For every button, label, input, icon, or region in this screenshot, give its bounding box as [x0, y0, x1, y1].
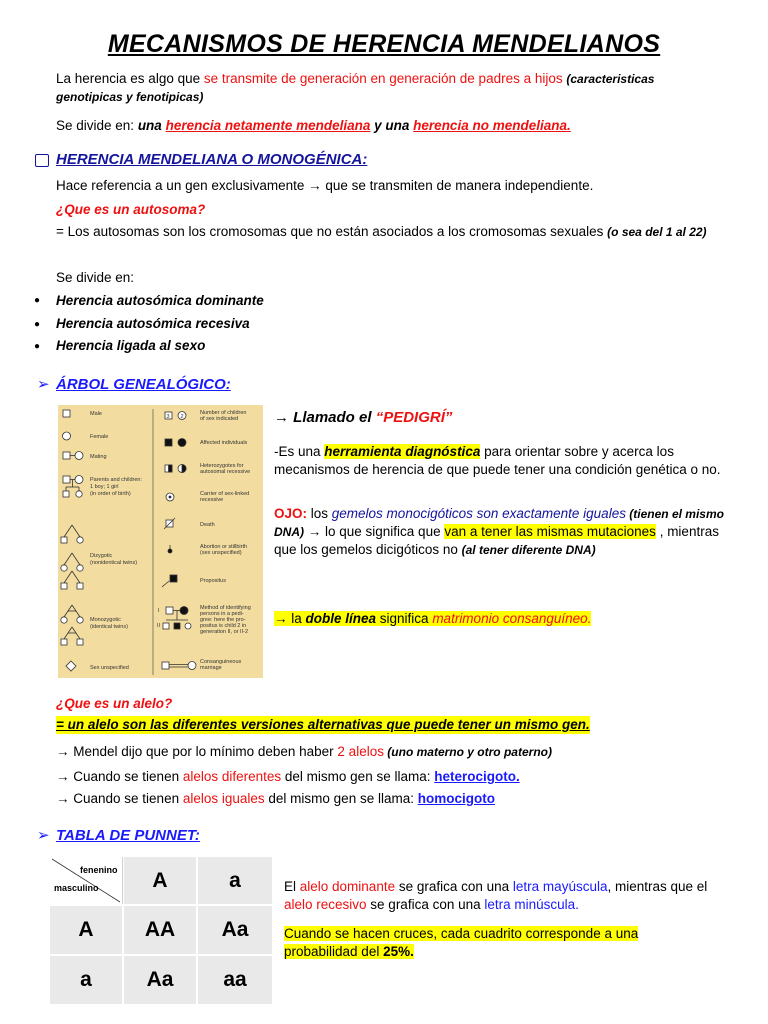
punnet-row-header: A [50, 906, 122, 954]
ojo-note: OJO: los gemelos monocigóticos son exactamente iguales (tienen el mismo DNA) → lo que significa que van a tener las mismas mutaciones , mientras que los gemelos dicigóticos no (al tener diferente DNA) [274, 506, 724, 557]
doble-linea-note: → la doble línea significa matrimonio consanguíneo. [274, 611, 592, 626]
svg-text:Death: Death [200, 522, 215, 528]
svg-text:positus is child 2 in: positus is child 2 in [200, 623, 247, 629]
svg-text:Affected individuals: Affected individuals [200, 440, 248, 446]
punnet-square [50, 857, 272, 1004]
section-title-arbol: ÁRBOL GENEALÓGICO: [56, 376, 231, 393]
heterocigoto-note: → Cuando se tienen alelos diferentes del mismo gen se llama: heterocigoto. [56, 769, 520, 784]
header-male: masculino [54, 883, 99, 893]
svg-text:I: I [158, 608, 160, 614]
intro-paragraph-1: La herencia es algo que se transmite de generación en generación de padres a hijos (caracteristicas genotipicas y fenotipicas) [56, 71, 655, 104]
svg-text:Heterozygotes for: Heterozygotes for [200, 463, 244, 469]
arrowhead-icon: ➢ [37, 376, 50, 393]
svg-text:marriage: marriage [200, 665, 222, 671]
svg-text:Method of identifying: Method of identifying [200, 605, 251, 611]
section-title-punnet: TABLA DE PUNNET: [56, 827, 200, 844]
svg-text:autosomal recessive: autosomal recessive [200, 469, 251, 475]
intro-paragraph-2: Se divide en: una herencia netamente mendeliana y una herencia no mendeliana. [56, 118, 571, 133]
punnet-row-header: a [50, 956, 122, 1004]
bullet-icon: ● [34, 319, 41, 330]
svg-text:Dizygotic: Dizygotic [90, 553, 113, 559]
svg-text:Number of children: Number of children [200, 410, 247, 416]
bullet-icon: ● [34, 341, 41, 352]
autosoma-question: ¿Que es un autosoma? [56, 202, 206, 217]
list-item: Herencia ligada al sexo [56, 338, 206, 353]
alelo-graphic-note: El alelo dominante se grafica con una letra mayúscula, mientras que el alelo recesivo se grafica con una letra minúscula. [284, 879, 708, 912]
pedigri-description: -Es una herramienta diagnóstica para orientar sobre y acerca los mecanismos de herencia de que puede tener una condición genética o no. [274, 444, 721, 477]
svg-text:recessive: recessive [200, 497, 224, 503]
arrowhead-icon: ➢ [37, 827, 50, 844]
bullet-icon: ● [34, 295, 41, 306]
svg-text:Male: Male [90, 411, 102, 417]
svg-text:(sex unspecified): (sex unspecified) [200, 550, 242, 556]
mendel-note: → Mendel dijo que por lo mínimo deben haber 2 alelos (uno materno y otro paterno) [56, 744, 552, 759]
pedigree-legend-image [58, 405, 263, 678]
autosoma-answer: = Los autosomas son los cromosomas que no están asociados a los cromosomas sexuales (o sea del 1 al 22) [56, 224, 707, 239]
section-title-mendeliana: HERENCIA MENDELIANA O MONOGÉNICA: [56, 151, 368, 168]
svg-text:of sex indicated: of sex indicated [200, 416, 239, 422]
svg-text:Abortion or stillbirth: Abortion or stillbirth [200, 544, 248, 550]
pedigri-callout: → Llamado el “PEDIGRÍ” [274, 409, 453, 426]
svg-text:Mating: Mating [90, 454, 107, 460]
svg-text:(nonidentical twins): (nonidentical twins) [90, 560, 138, 566]
punnet-header-corner [50, 857, 123, 904]
svg-text:generation II, or II-2: generation II, or II-2 [200, 629, 248, 635]
divide-label: Se divide en: [56, 270, 135, 285]
probabilidad-note: Cuando se hacen cruces, cada cuadrito corresponde a una probabilidad del 25%. [284, 926, 639, 959]
svg-text:II: II [157, 623, 161, 629]
punnet-col-header: A [124, 857, 196, 904]
svg-text:2: 2 [180, 414, 184, 420]
svg-text:(identical twins): (identical twins) [90, 624, 128, 630]
svg-text:1 boy; 1 girl: 1 boy; 1 girl [90, 484, 119, 490]
punnet-col-header: a [198, 857, 272, 904]
pedigree-legend-svg [58, 405, 263, 678]
checkbox-outline-icon [35, 154, 49, 167]
header-female: fenenino [80, 865, 118, 875]
punnet-cell: aa [198, 956, 272, 1004]
svg-text:(in order of birth): (in order of birth) [90, 491, 131, 497]
homocigoto-note: → Cuando se tienen alelos iguales del mismo gen se llama: homocigoto [56, 791, 495, 806]
list-item: Herencia autosómica recesiva [56, 316, 250, 331]
page-title: MECANISMOS DE HERENCIA MENDELIANOS [107, 30, 661, 58]
alelo-question: ¿Que es un alelo? [56, 696, 173, 711]
svg-text:gree: here the pro-: gree: here the pro- [200, 617, 246, 623]
punnet-cell: Aa [124, 956, 196, 1004]
svg-text:Propositus: Propositus [200, 578, 226, 584]
svg-text:Female: Female [90, 434, 109, 440]
svg-text:Parents and children:: Parents and children: [90, 477, 142, 483]
svg-text:Carrier of sex-linked: Carrier of sex-linked [200, 491, 250, 497]
mendeliana-description: Hace referencia a un gen exclusivamente → que se transmiten de manera independiente. [56, 178, 594, 193]
alelo-definition: = un alelo son las diferentes versiones alternativas que puede tener un mismo gen. [56, 717, 590, 732]
svg-text:Sex unspecified: Sex unspecified [90, 665, 129, 671]
svg-text:Monozygotic: Monozygotic [90, 617, 121, 623]
svg-text:3: 3 [166, 414, 170, 420]
punnet-cell: Aa [198, 906, 272, 954]
svg-text:persons in a pedi-: persons in a pedi- [200, 611, 244, 617]
svg-text:Consanguineous: Consanguineous [200, 659, 242, 665]
punnet-cell: AA [124, 906, 196, 954]
list-item: Herencia autosómica dominante [56, 293, 264, 308]
